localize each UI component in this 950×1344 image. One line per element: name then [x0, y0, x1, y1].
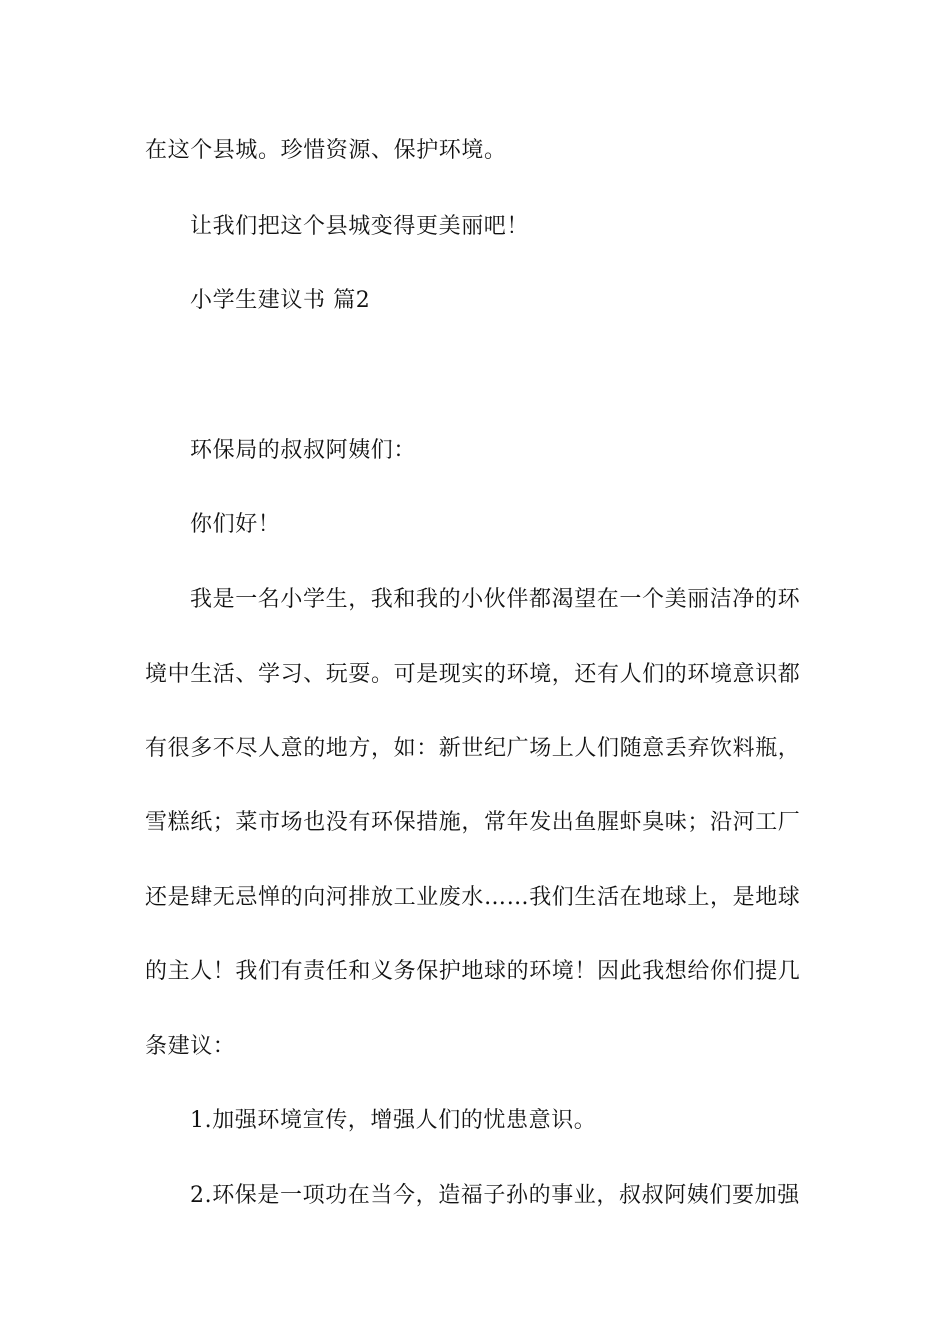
text-line: 的主人！我们有责任和义务保护地球的环境！因此我想给你们提几	[145, 959, 801, 984]
text-line: 条建议：	[145, 1034, 236, 1059]
text-line: 境中生活、学习、玩耍。可是现实的环境，还有人们的环境意识都	[145, 662, 801, 687]
list-item: 2.环保是一项功在当今，造福子孙的事业，叔叔阿姨们要加强	[190, 1183, 800, 1208]
text-line: 我是一名小学生，我和我的小伙伴都渴望在一个美丽洁净的环	[190, 587, 801, 612]
text-line: 有很多不尽人意的地方，如：新世纪广场上人们随意丢弃饮料瓶，	[145, 736, 801, 761]
greeting: 你们好！	[190, 512, 281, 537]
section-heading: 小学生建议书 篇2	[190, 288, 371, 313]
list-item: 1.加强环境宣传，增强人们的忧患意识。	[190, 1108, 597, 1133]
text-line: 在这个县城。珍惜资源、保护环境。	[145, 138, 507, 163]
text-line: 还是肆无忌惮的向河排放工业废水……我们生活在地球上，是地球	[145, 885, 801, 910]
text-line: 让我们把这个县城变得更美丽吧！	[190, 214, 530, 239]
salutation: 环保局的叔叔阿姨们：	[190, 438, 417, 463]
text-line: 雪糕纸；菜市场也没有环保措施，常年发出鱼腥虾臭味；沿河工厂	[145, 810, 801, 835]
